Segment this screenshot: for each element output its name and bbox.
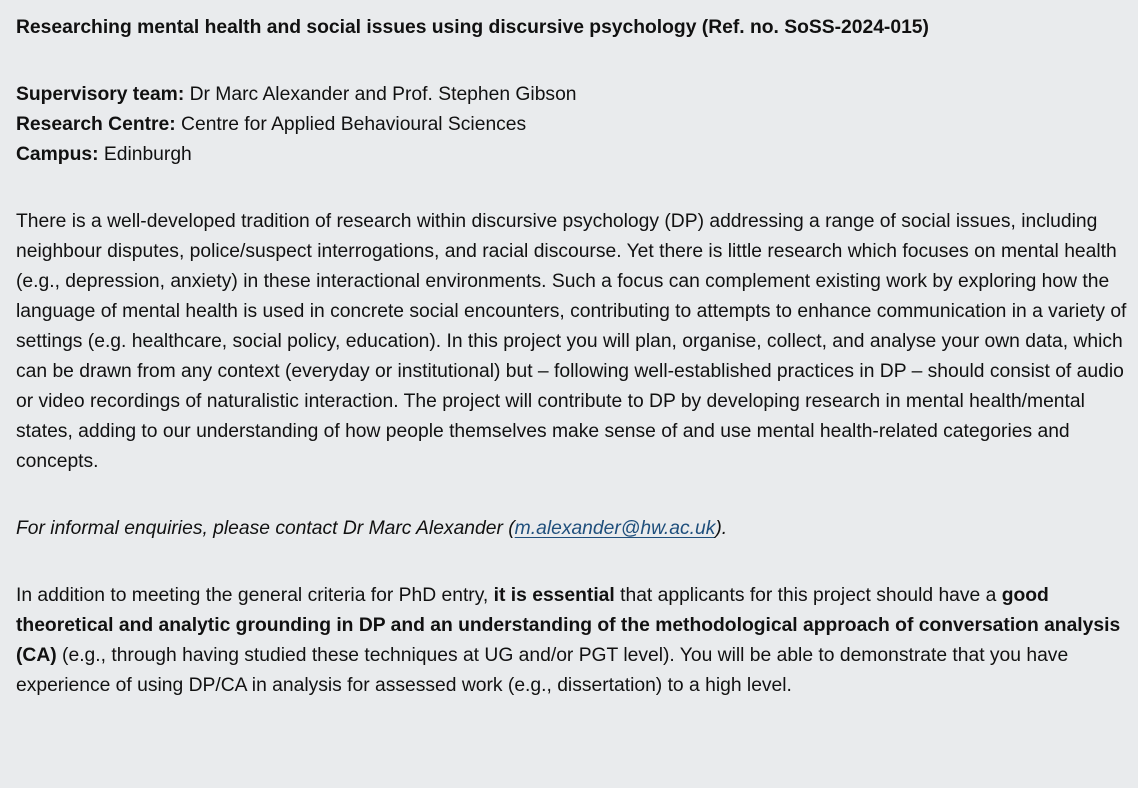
requirements-paragraph — [16, 581, 1134, 701]
campus-label: Campus: — [16, 144, 99, 165]
supervisory-team-line — [16, 80, 1134, 110]
requirements-connector: that applicants for this project should have a — [614, 585, 1002, 606]
requirements-essential: it is essential — [493, 585, 615, 606]
project-title: Researching mental health and social issues using discursive psychology (Ref. no. SoSS-2024-015) — [16, 17, 929, 38]
contact-email-link[interactable]: m.alexander@hw.ac.uk — [514, 518, 716, 539]
project-description — [16, 13, 1134, 701]
spacer — [16, 43, 1134, 80]
supervisory-team-value: Dr Marc Alexander and Prof. Stephen Gibson — [184, 84, 577, 105]
spacer — [16, 544, 1134, 581]
description-paragraph: There is a well-developed tradition of research within discursive psychology (DP) addressing a range of social issues, including neighbour disputes, police/suspect interrogations, and racial discourse. Yet there is little research which focuses on mental health (e.g., depression, anxiety) in these interactional environments. Such a focus can complement existing work by exploring how the language of mental health is used in concrete social encounters, contributing to attempts to enhance communication in a variety of settings (e.g. healthcare, social policy, education). In this project you will plan, organise, collect, and analyse your own data, which can be drawn from any context (everyday or institutional) but – following well-established practices in DP – should consist of audio or video recordings of naturalistic interaction. The project will contribute to DP by developing research in mental health/mental states, adding to our understanding of how people themselves make sense of and use mental health-related categories and concepts. — [16, 211, 1127, 472]
enquiries-line — [16, 514, 1134, 544]
spacer — [16, 170, 1134, 207]
requirements-details: (e.g., through having studied these techniques at UG and/or PGT level). You will be able to demonstrate that you have experience of using DP/CA in analysis for assessed work (e.g., dissertation) to a high level. — [16, 645, 1069, 696]
research-centre-line — [16, 110, 1134, 140]
research-centre-value: Centre for Applied Behavioural Sciences — [175, 114, 527, 135]
campus-line — [16, 140, 1134, 170]
research-centre-label: Research Centre: — [16, 114, 176, 135]
requirements-intro: In addition to meeting the general criteria for PhD entry, — [16, 585, 494, 606]
supervisory-team-label: Supervisory team: — [16, 84, 185, 105]
enquiries-suffix: ). — [715, 518, 728, 539]
spacer — [16, 477, 1134, 514]
requirements-key-skills: good theoretical and analytic grounding in DP and an understanding of the methodological approach of conversation analysis (CA) — [16, 585, 1121, 666]
campus-value: Edinburgh — [98, 144, 192, 165]
enquiries-prefix: For informal enquiries, please contact Dr Marc Alexander ( — [16, 518, 515, 539]
